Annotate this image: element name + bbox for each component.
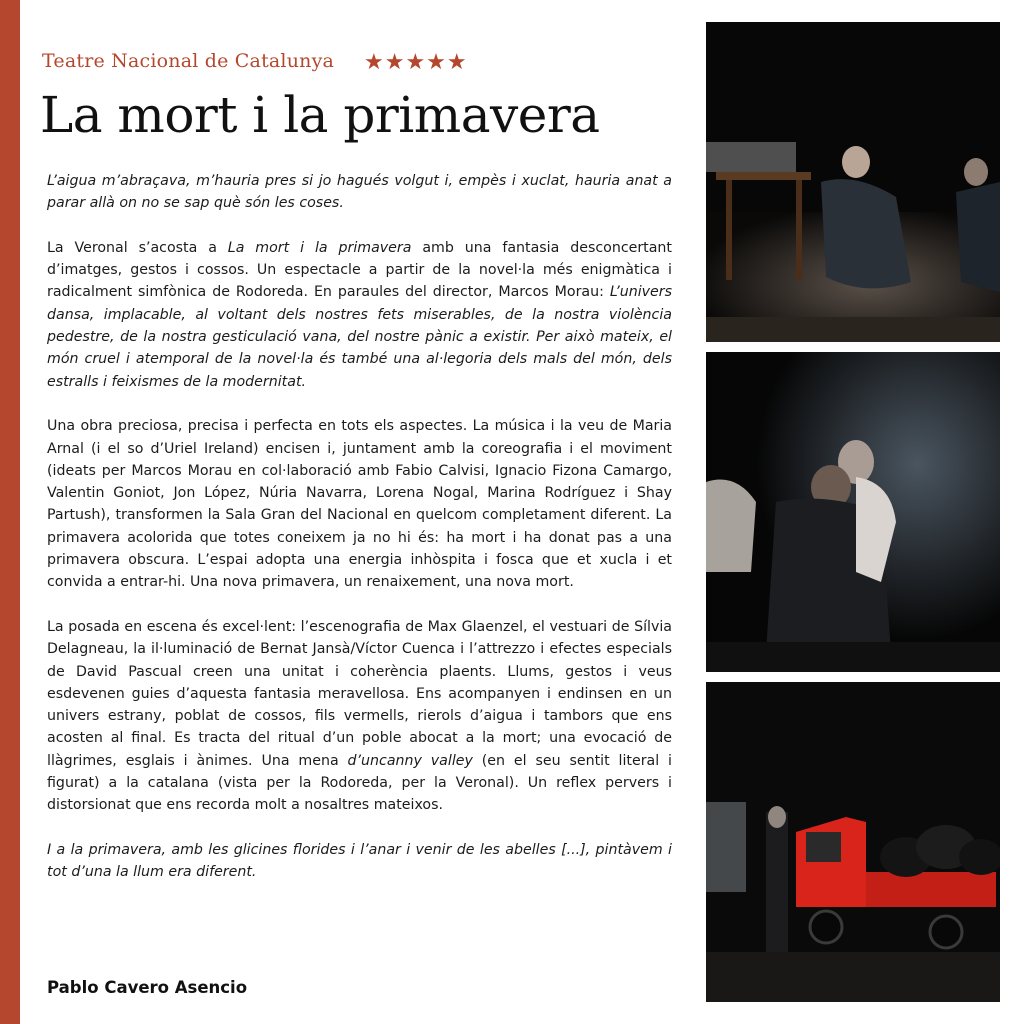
accent-side-bar (0, 0, 20, 1024)
page-title: La mort i la primavera (40, 86, 600, 144)
stage-photo-2 (706, 352, 1000, 672)
stage-photo-3-image (706, 682, 1000, 1002)
paragraph-1 (47, 237, 672, 393)
paragraph-1-text-b: amb una fantasia desconcertant d’imatges, gestos i cossos. Un espectacle a partir de la novel·la més enigmàtica i radicalment simfònica de Rodoreda. En paraules del director, Marcos Morau: (47, 239, 672, 301)
paragraph-2: Una obra preciosa, precisa i perfecta en tots els aspectes. La música i la veu de Maria Arnal (i el so d’Uriel Ireland) encisen i, juntament amb la coreografia i el moviment (ideats per Marcos Morau en col·laboració amb Fabio Calvisi, Ignacio Fizona Camargo, Valentin Goniot, Jon López, Núria Navarra, Lorena Nogal, Marina Rodríguez i Shay Partush), transformen la Sala Gran del Nacional en quelcom completament diferent. La primavera acolorida que totes coneixem ja no hi és: ha mort i ha donat pas a una primavera obscura. L’espai adopta una energia inhòspita i fosca que et xucla i et convida a entrar-hi. Una nova primavera, un renaixement, una nova mort. (47, 418, 672, 591)
venue-name: Teatre Nacional de Catalunya (42, 50, 335, 72)
stage-photo-1 (706, 22, 1000, 342)
stage-photo-3 (706, 682, 1000, 1002)
paragraph-3-italic: d’uncanny valley (347, 752, 473, 769)
review-body (47, 170, 672, 906)
author-name: Pablo Cavero Asencio (47, 978, 248, 997)
closing-quote: I a la primavera, amb les glicines florides i l’anar i venir de les abelles [...], pintàvem i tot d’una la llum era diferent. (47, 841, 672, 881)
stage-photo-1-image (706, 22, 1000, 342)
opening-quote: L’aigua m’abraçava, m’hauria pres si jo hagués volgut i, empès i xuclat, hauria anat a parar allà on no se sap què són les coses. (47, 173, 672, 212)
paragraph-1-director-quote: L’univers dansa, implacable, al voltant dels nostres fets miserables, de la nostra violència pedestre, de la nostra gesticulació vana, del nostre pànic a existir. Per això mateix, el món cruel i atemporal de la novel·la és també una al·legoria dels mals del món, dels estralls i feixismes de la modernitat. (47, 284, 672, 390)
paragraph-3-text-b: (en el seu sentit literal i figurat) a la catalana (vista per la Rodoreda, per la Veronal). Un reflex pervers i distorsionat que ens recorda molt a nosaltres mateixos. (47, 752, 672, 814)
paragraph-1-text-a: La Veronal s’acosta a (47, 239, 228, 256)
paragraph-1-work-title: La mort i la primavera (227, 239, 412, 256)
rating-stars: ★★★★★ (364, 50, 468, 75)
stage-photo-2-image (706, 352, 1000, 672)
paragraph-3-text-a: La posada en escena és excel·lent: l’escenografia de Max Glaenzel, el vestuari de Sílvia Delagneau, la il·luminació de Bernat Jansà/Víctor Cuenca i l’attrezzo i efectes especials de David Pascual creen una unitat i coherència plaents. Llums, gestos i veus esdevenen guies d’aquesta fantasia meravellosa. Ens acompanyen i endinsen en un univers estrany, poblat de cossos, fils vermells, rierols d’aigua i tambors que ens acosten al final. Es tracta del ritual d’un poble abocat a la mort; una evocació de llàgrimes, esglais i ànimes. Una mena (47, 618, 672, 769)
paragraph-3 (47, 616, 672, 817)
